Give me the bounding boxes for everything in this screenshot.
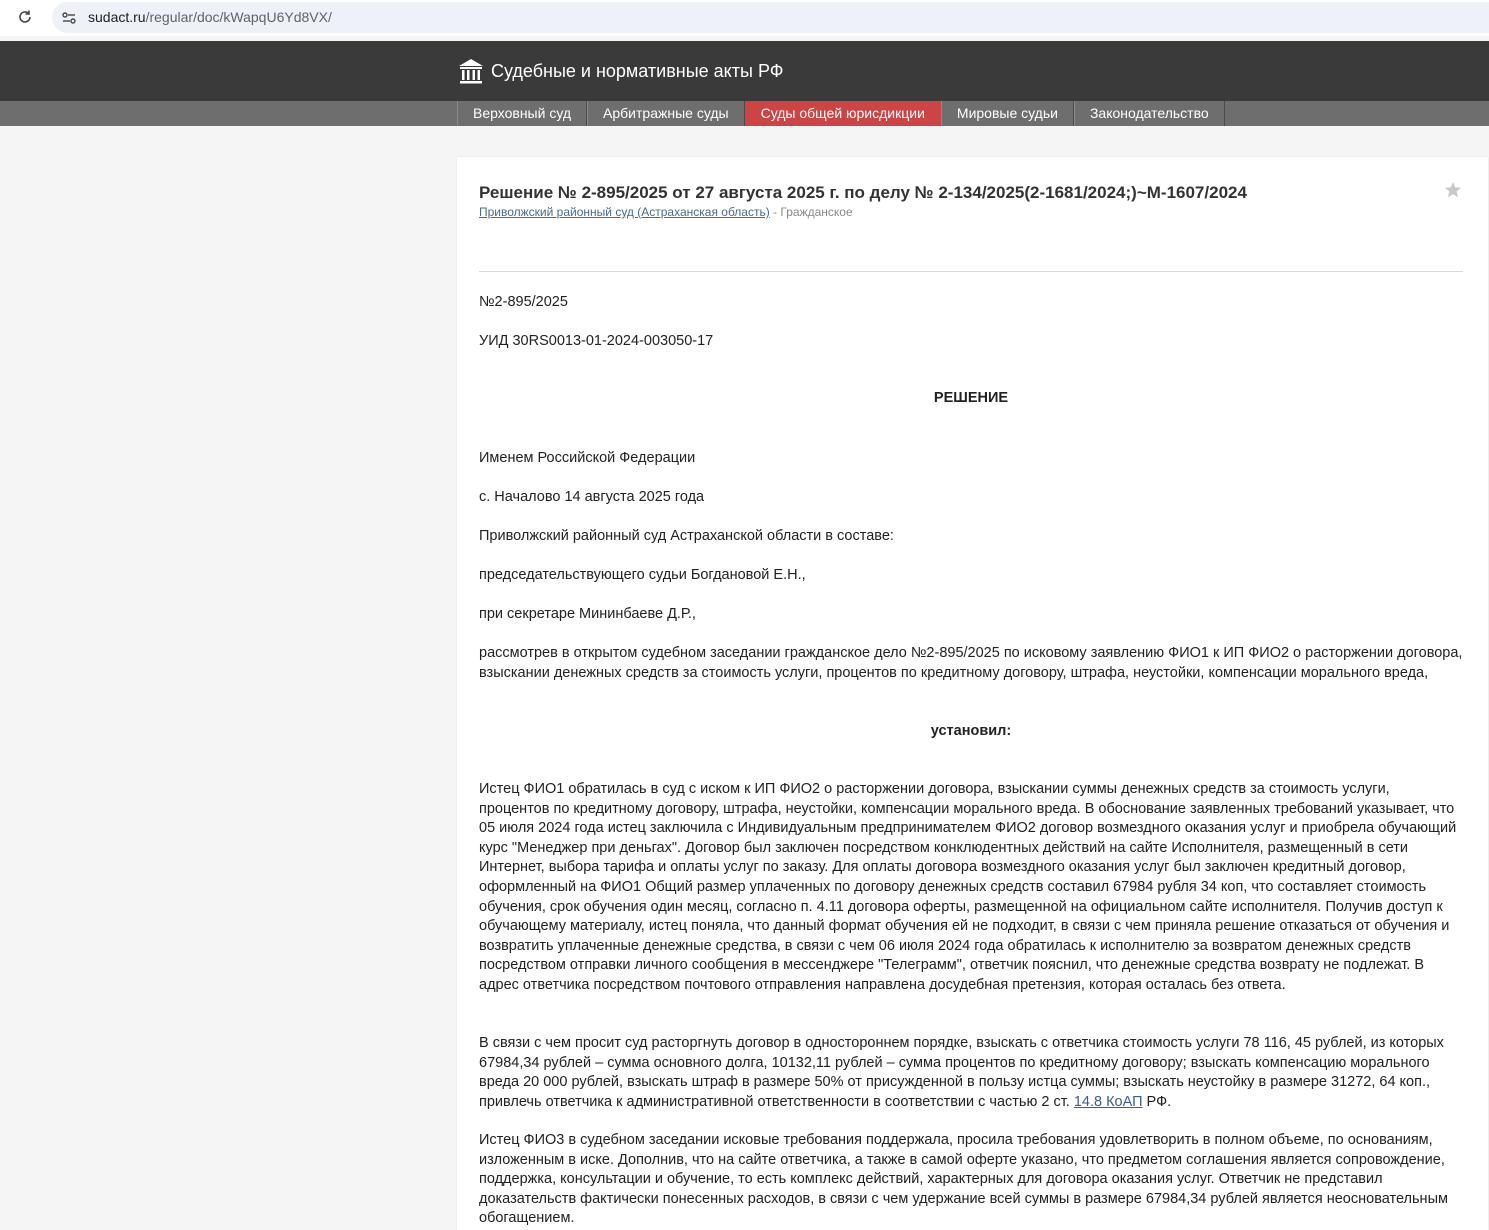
- tab-arbitration-courts[interactable]: Арбитражные суды: [587, 101, 745, 126]
- place-date: с. Началово 14 августа 2025 года: [479, 489, 705, 505]
- case-uid: УИД 30RS0013-01-2024-003050-17: [479, 333, 714, 349]
- case-number: №2-895/2025: [479, 294, 568, 310]
- url-host: sudact.ru: [88, 9, 146, 25]
- tab-legislation[interactable]: Законодательство: [1074, 101, 1225, 126]
- tab-general-courts[interactable]: Суды общей юрисдикции: [745, 101, 941, 126]
- meta-separator: -: [769, 205, 781, 219]
- reload-icon[interactable]: [16, 8, 34, 26]
- paragraph-claim: Истец ФИО1 обратилась в суд с иском к ИП ФИО2 о расторжении договора, взыскании суммы денежных средств за стоимость услуги, процентов по кредитному договору, штрафа, неустойки, компенсации морального вреда. В обоснование заявленных требований указывает, что 05 июля 2024 года истец заключила с Индивидуальным предпринимателем ФИО2 договор возмездного оказания услуг и приобрела обучающий курс "Менеджер при деньгах". Договор был заключен посредством конклюдентных действий на сайте Исполнителя, размещенный в сети Интернет, выбора тарифа и оплаты услуг по заказу. Для оплаты договора возмездного оказания услуг был заключен кредитный договор, оформленный на ФИО1 Общий размер уплаченных по договору денежных средств составил 67984 рубля 34 коп, что составляет стоимость обучения, срок обучения один месяц, согласно п. 4.11 договора оферты, размещенной на официальном сайте исполнителя. Получив доступ к обучающему материалу, истец поняла, что данный формат обучения ей не подходит, в связи с чем приняла решение отказаться от обучения и возвратить уплаченные денежные средства, в связи с чем 06 июля 2024 года обратилась к исполнителю за возвратом денежных средств посредством отправки личного сообщения в мессенджере "Телеграмм", ответчик пояснил, что денежные средства возврату не подлежат. В адрес ответчика посредством почтового отправления направлена досудебная претензия, которая осталась без ответа.: [479, 781, 1457, 993]
- court-tabs: [457, 101, 1225, 126]
- tab-supreme-court[interactable]: Верховный суд: [457, 101, 587, 126]
- document-title: Решение № 2-895/2025 от 27 августа 2025 г. по делу № 2-134/2025(2-1681/2024;)~М-1607/2024: [479, 183, 1247, 202]
- case-considered: рассмотрев в открытом судебном заседании гражданское дело №2-895/2025 по исковому заявлению ФИО1 к ИП ФИО2 о расторжении договора, взыскании денежных средств за стоимость услуги, процентов по кредитному договору, штрафа, неустойки, компенсации морального вреда,: [479, 645, 1463, 681]
- demands-text-end: РФ.: [1142, 1093, 1172, 1110]
- site-header: [0, 41, 1489, 101]
- demands-text: В связи с чем просит суд расторгнуть договор в одностороннем порядке, взыскать с ответчика стоимость услуги 78 116, 45 рублей, из которых 67984,34 рублей – сумма основного долга, 10132,11 рублей – сумма процентов по кредитному договору; взыскать компенсацию морального вреда 20 000 рублей, взыскать штраф в размере 50% от присужденной в пользу истца суммы; взыскать неустойку в размере 31272, 64 коп., привлечь ответчика к административной ответственности в соответствии с частью 2 ст.: [479, 1035, 1444, 1110]
- browser-toolbar: [0, 0, 1489, 36]
- site-title: Судебные и нормативные акты РФ: [491, 60, 784, 81]
- url-path: /regular/doc/kWapqU6Yd8VX/: [145, 9, 332, 25]
- address-bar[interactable]: [52, 2, 1489, 33]
- in-name-line: Именем Российской Федерации: [479, 450, 696, 466]
- document-meta: [479, 205, 853, 219]
- established-heading: установил:: [930, 723, 1012, 739]
- nav-strip: [0, 101, 1489, 126]
- favorite-star-icon[interactable]: [1444, 181, 1462, 199]
- paragraph-plaintiff-hearing: Истец ФИО3 в судебном заседании исковые требования поддержала, просила требования удовлетворить в полном объеме, по основаниям, изложенным в иске. Дополнив, что на сайте ответчика, а также в самой оферте указано, что предметом соглашения является сопровождение, поддержка, консультации и обучение, то есть комплекс действий, характерных для договора оказания услуг. Ответчик не представил доказательств фактически понесенных расходов, в связи с чем удержание всей суммы в размере 67984,34 рублей является неосновательным обогащением.: [479, 1132, 1448, 1227]
- secretary: при секретаре Мининбаеве Д.Р.,: [479, 606, 696, 622]
- document-panel: [457, 157, 1488, 1230]
- presiding-judge: председательствующего судьи Богдановой Е.Н.,: [479, 567, 806, 583]
- courthouse-icon: [457, 57, 485, 85]
- paragraph-demands: [479, 1034, 1463, 1112]
- tab-magistrates[interactable]: Мировые судьи: [941, 101, 1074, 126]
- court-link[interactable]: Приволжский районный суд (Астраханская область): [479, 205, 770, 219]
- site-logo[interactable]: [457, 56, 783, 86]
- court-composition: Приволжский районный суд Астраханской области в составе:: [479, 528, 894, 544]
- koap-link[interactable]: 14.8 КоАП: [1073, 1093, 1143, 1110]
- url-text[interactable]: [88, 9, 332, 25]
- site-info-icon[interactable]: [61, 10, 77, 26]
- case-category: Гражданское: [780, 205, 853, 219]
- decision-heading: РЕШЕНИЕ: [933, 390, 1009, 406]
- divider: [479, 271, 1463, 272]
